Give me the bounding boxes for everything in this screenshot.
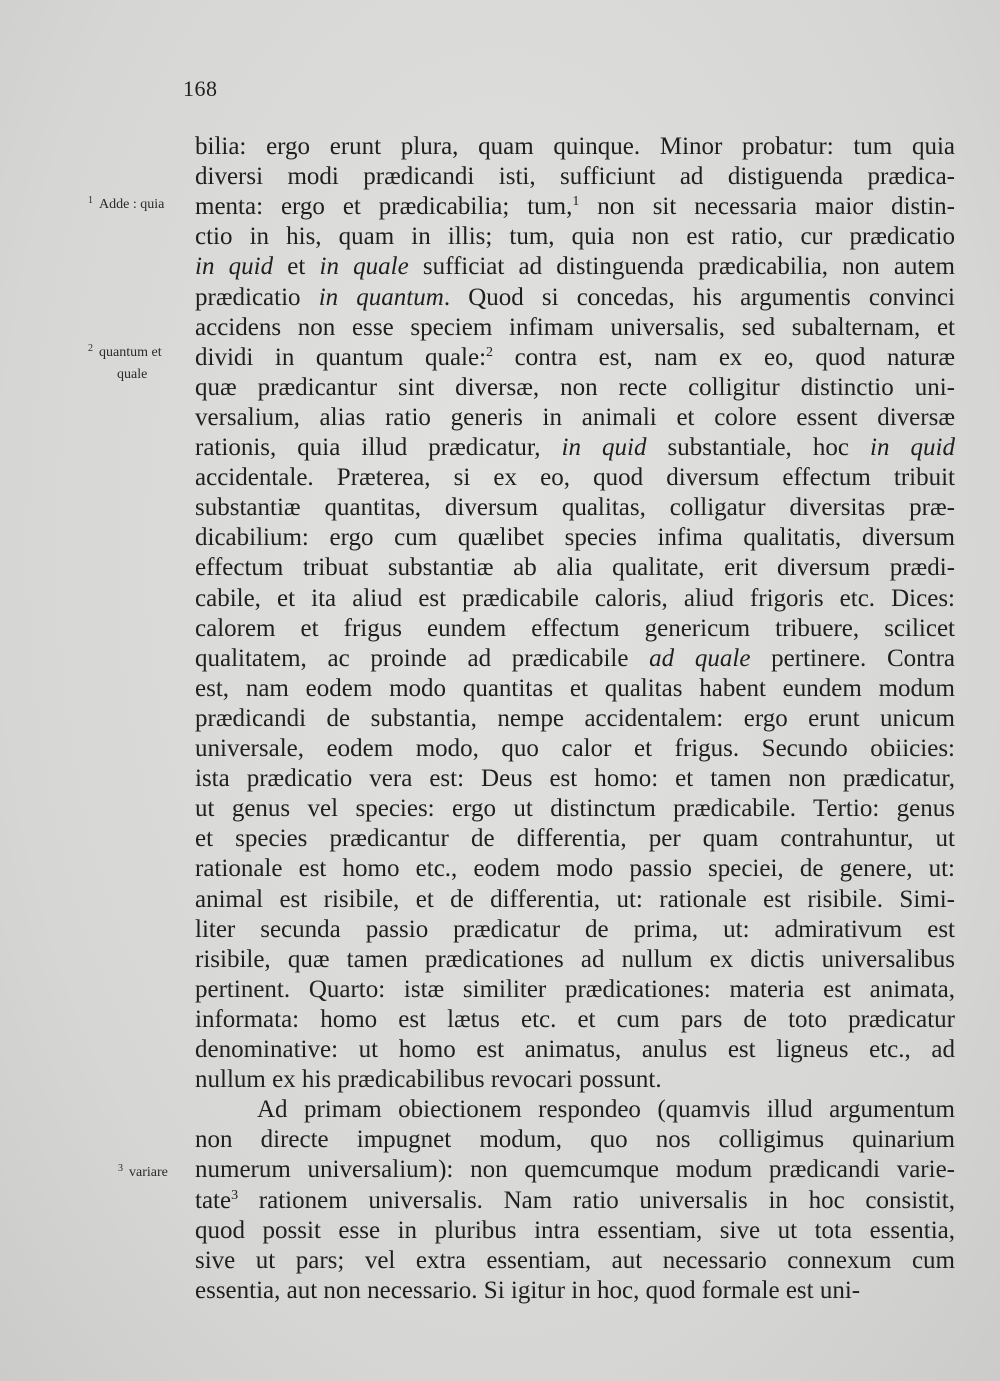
text-segment: bilia: ergo erunt plura, quam quinque. Minor probatur: tum quia [195,133,955,160]
text-line [195,523,955,553]
text-segment: tate [195,1187,232,1214]
text-segment: quod possit esse in pluribus intra essentiam, sive ut tota essentia, [195,1217,955,1244]
text-line [195,1216,955,1246]
margin-note-mark: 3 [118,1163,123,1174]
italic-term: in quid [195,253,274,280]
text-segment: prædicandi de substantia, nempe accidentalem: ergo erunt unicum [195,705,955,732]
text-line [195,885,955,915]
footnote-ref: 3 [231,1188,239,1203]
text-segment: risibile, quæ tamen prædicationes ad nullum ex dictis universalibus [195,946,955,973]
text-line [195,854,955,884]
text-line [195,644,955,674]
text-line [195,343,955,373]
text-line [195,463,955,493]
text-line [195,1155,955,1185]
text-segment: diversi modi prædicandi isti, sufficiunt ad distiguenda prædica- [195,163,955,190]
text-line [195,553,955,583]
text-segment: substantiæ quantitas, diversum qualitas, colligatur diversitas præ- [195,494,955,521]
margin-note-2 [88,343,162,361]
italic-term: in quale [319,253,409,280]
text-segment: accidens non esse speciem infimam universalis, sed subalternam, et [195,314,955,341]
text-segment: et [273,253,320,280]
text-segment: liter secunda passio prædicatur de prima, ut: admirativum est [195,916,955,943]
text-segment: contra est, nam ex eo, quod naturæ [493,344,955,371]
text-line [195,794,955,824]
text-segment: Ad primam obiectionem respondeo (quamvis illud argumentum [257,1096,955,1123]
text-line [195,1125,955,1155]
text-line [195,1186,955,1216]
text-segment: versalium, alias ratio generis in animali et colore essent diversæ [195,404,955,431]
text-segment: dividi in quantum quale: [195,344,487,371]
text-line [195,162,955,192]
text-line [195,1246,955,1276]
text-segment: rationis, quia illud prædicatur, [195,434,562,461]
text-segment: pertinere. Contra [750,645,955,672]
text-segment: sufficiat ad distinguenda prædicabilia, non autem [408,253,955,280]
page-number: 168 [183,76,218,101]
text-segment: menta: ergo et prædicabilia; tum, [195,193,573,220]
text-line [195,674,955,704]
text-line [195,403,955,433]
text-segment: pertinent. Quarto: istæ similiter prædicationes: materia est animata, [195,976,955,1003]
text-line [195,1276,955,1306]
text-segment: universale, eodem modo, quo calor et frigus. Secundo obiicies: [195,735,955,762]
text-segment: rationem universalis. Nam ratio universalis in hoc consistit, [238,1187,955,1214]
margin-note-text: quantum et [99,345,162,360]
footnote-ref: 2 [486,345,494,360]
text-segment: denominative: ut homo est animatus, anulus est ligneus etc., ad [195,1036,955,1063]
text-segment: non directe impugnet modum, quo nos colligimus quinarium [195,1126,955,1153]
text-line [195,614,955,644]
margin-note-text: Adde : quia [99,197,165,212]
text-segment: rationale est homo etc., eodem modo passio speciei, de genere, ut: [195,855,955,882]
text-line [195,764,955,794]
text-line [195,192,955,222]
text-line [195,373,955,403]
text-segment: accidentale. Præterea, si ex eo, quod diversum effectum tribuit [195,464,955,491]
italic-term: ad quale [649,645,751,672]
text-line [195,252,955,282]
text-line [195,915,955,945]
text-line [195,222,955,252]
text-segment: . Quod si concedas, his argumentis convinci [443,284,956,311]
margin-note-mark: 1 [88,195,93,206]
text-segment: nullum ex his prædicabilibus revocari possunt. [195,1066,662,1093]
text-segment: ut genus vel species: ergo ut distinctum prædicabile. Tertio: genus [195,795,955,822]
italic-term: in quid [561,434,647,461]
text-line [195,493,955,523]
margin-note-2-cont [117,367,147,383]
text-segment: animal est risibile, et de differentia, ut: rationale est risibile. Simi- [195,886,955,913]
text-line [195,1065,955,1095]
margin-note-mark: 2 [88,343,93,354]
text-line [195,704,955,734]
text-line [195,313,955,343]
text-segment: prædicatio [195,284,319,311]
margin-note-text: variare [129,1165,168,1180]
text-segment: substantiale, hoc [646,434,871,461]
text-line [195,945,955,975]
text-segment: dicabilium: ergo cum quælibet species infima qualitatis, diversum [195,524,955,551]
text-segment: numerum universalium): non quemcumque modum prædicandi varie- [195,1156,955,1183]
text-segment: qualitatem, ac proinde ad prædicabile [195,645,650,672]
text-line [257,1095,955,1125]
text-segment: est, nam eodem modo quantitas et qualitas habent eundem modum [195,675,955,702]
text-line [195,1005,955,1035]
text-segment: effectum tribuat substantiæ ab alia qualitate, erit diversum prædi- [195,554,955,581]
margin-note-text: quale [117,367,148,382]
text-line [195,734,955,764]
footnote-ref: 1 [572,194,580,209]
text-line [195,433,955,463]
text-segment: ista prædicatio vera est: Deus est homo: et tamen non prædicatur, [195,765,955,792]
margin-note-3 [118,1163,168,1181]
text-line [195,283,955,313]
text-line [195,975,955,1005]
text-line [195,1035,955,1065]
text-segment: cabile, et ita aliud est prædicabile caloris, aliud frigoris etc. Dices: [195,585,955,612]
text-line [195,584,955,614]
text-line [195,132,955,162]
text-segment: et species prædicantur de differentia, per quam contrahuntur, ut [195,825,955,852]
text-segment: ctio in his, quam in illis; tum, quia non est ratio, cur prædicatio [195,223,955,250]
text-segment: essentia, aut non necessario. Si igitur in hoc, quod formale est uni- [195,1277,861,1304]
text-segment: calorem et frigus eundem effectum genericum tribuere, scilicet [195,615,955,642]
italic-term: in quid [870,434,955,461]
text-segment: sive ut pars; vel extra essentiam, aut necessario connexum cum [195,1247,955,1274]
text-line [195,824,955,854]
margin-note-1 [88,195,164,213]
text-segment: non sit necessaria maior distin- [579,193,955,220]
italic-term: in quantum [318,284,444,311]
text-segment: informata: homo est lætus etc. et cum pars de toto prædicatur [195,1006,955,1033]
text-segment: quæ prædicantur sint diversæ, non recte colligitur distinctio uni- [195,374,955,401]
